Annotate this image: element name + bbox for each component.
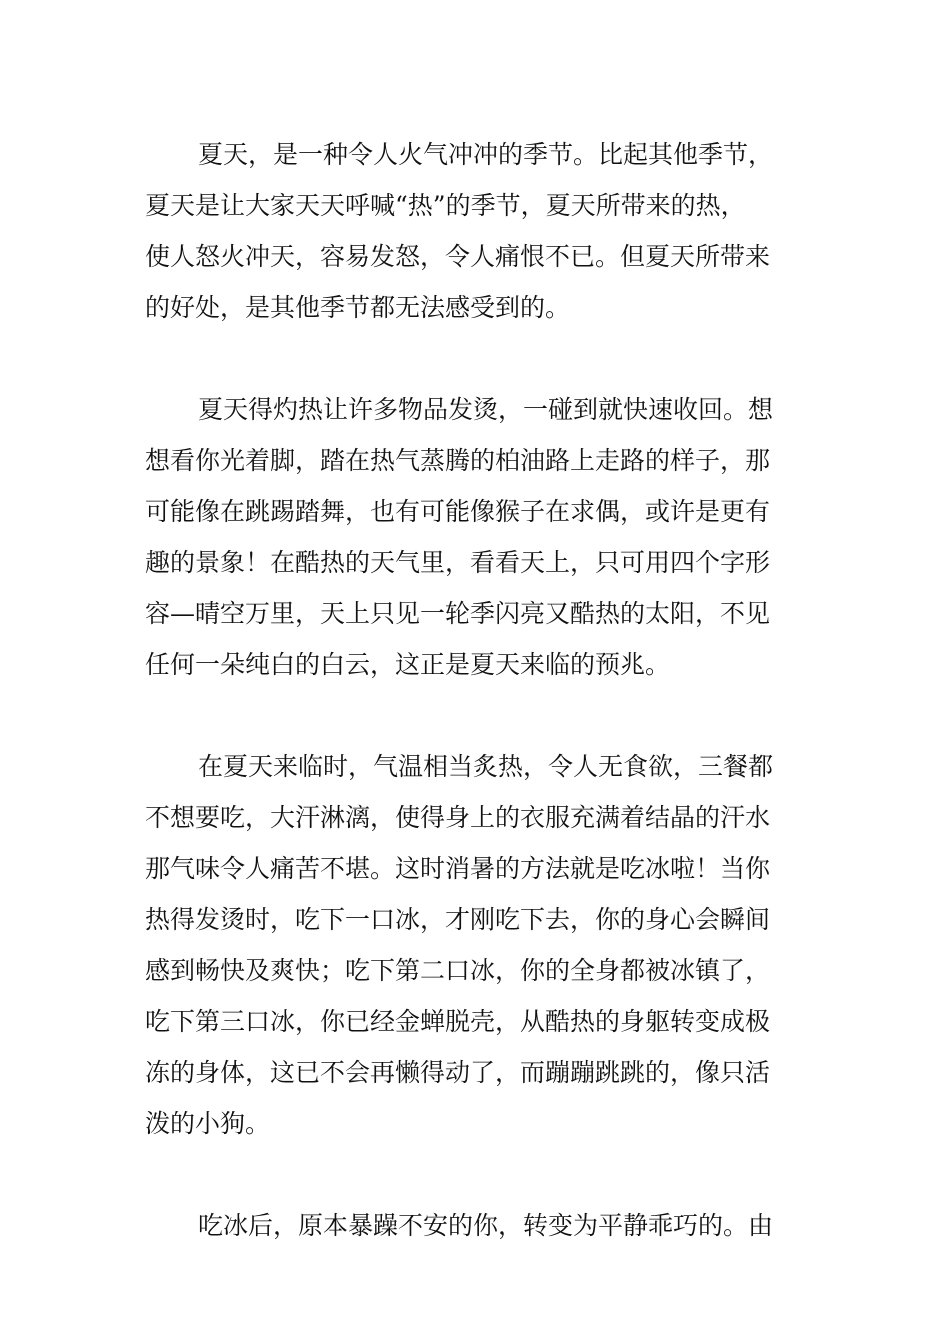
document-body: [145, 129, 807, 1302]
paragraph-line: 冻的身体，这已不会再懒得动了，而蹦蹦跳跳的，像只活: [145, 1058, 771, 1087]
paragraph-line: 可能像在跳踢踏舞，也有可能像猴子在求偶，或许是更有: [145, 497, 771, 526]
paragraph-line: 容—晴空万里，天上只见一轮季闪亮又酷热的太阳，不见: [145, 599, 771, 628]
paragraph-4: [145, 1200, 807, 1251]
paragraph-line: 夏天得灼热让许多物品发烫，一碰到就快速收回。想: [198, 395, 774, 424]
paragraph-line: 任何一朵纯白的白云，这正是夏天来临的预兆。: [145, 650, 671, 679]
paragraph-line: 吃冰后，原本暴躁不安的你，转变为平静乖巧的。由: [198, 1211, 774, 1240]
paragraph-line: 泼的小狗。: [145, 1109, 271, 1138]
paragraph-line: 感到畅快及爽快；吃下第二口冰，你的全身都被冰镇了，: [145, 956, 771, 985]
paragraph-line: 趣的景象！在酷热的天气里，看看天上，只可用四个字形: [145, 548, 771, 577]
paragraph-1: [145, 129, 807, 333]
paragraph-line: 那气味令人痛苦不堪。这时消暑的方法就是吃冰啦！当你: [145, 854, 771, 883]
paragraph-line: 不想要吃，大汗淋漓，使得身上的衣服充满着结晶的汗水: [145, 803, 771, 832]
paragraph-3: [145, 741, 807, 1149]
paragraph-2: [145, 384, 807, 690]
paragraph-line: 在夏天来临时，气温相当炙热，令人无食欲，三餐都: [198, 752, 774, 781]
paragraph-line: 使人怒火冲天，容易发怒，令人痛恨不已。但夏天所带来: [145, 242, 771, 271]
paragraph-line: 夏天，是一种令人火气冲冲的季节。比起其他季节，: [198, 140, 774, 169]
paragraph-line: 的好处，是其他季节都无法感受到的。: [145, 293, 571, 322]
paragraph-line: 吃下第三口冰，你已经金蝉脱壳，从酷热的身躯转变成极: [145, 1007, 771, 1036]
paragraph-line: 想看你光着脚，踏在热气蒸腾的柏油路上走路的样子，那: [145, 446, 771, 475]
paragraph-line: 夏天是让大家天天呼喊“热”的季节，夏天所带来的热，: [145, 191, 746, 220]
paragraph-line: 热得发烫时，吃下一口冰，才刚吃下去，你的身心会瞬间: [145, 905, 771, 934]
